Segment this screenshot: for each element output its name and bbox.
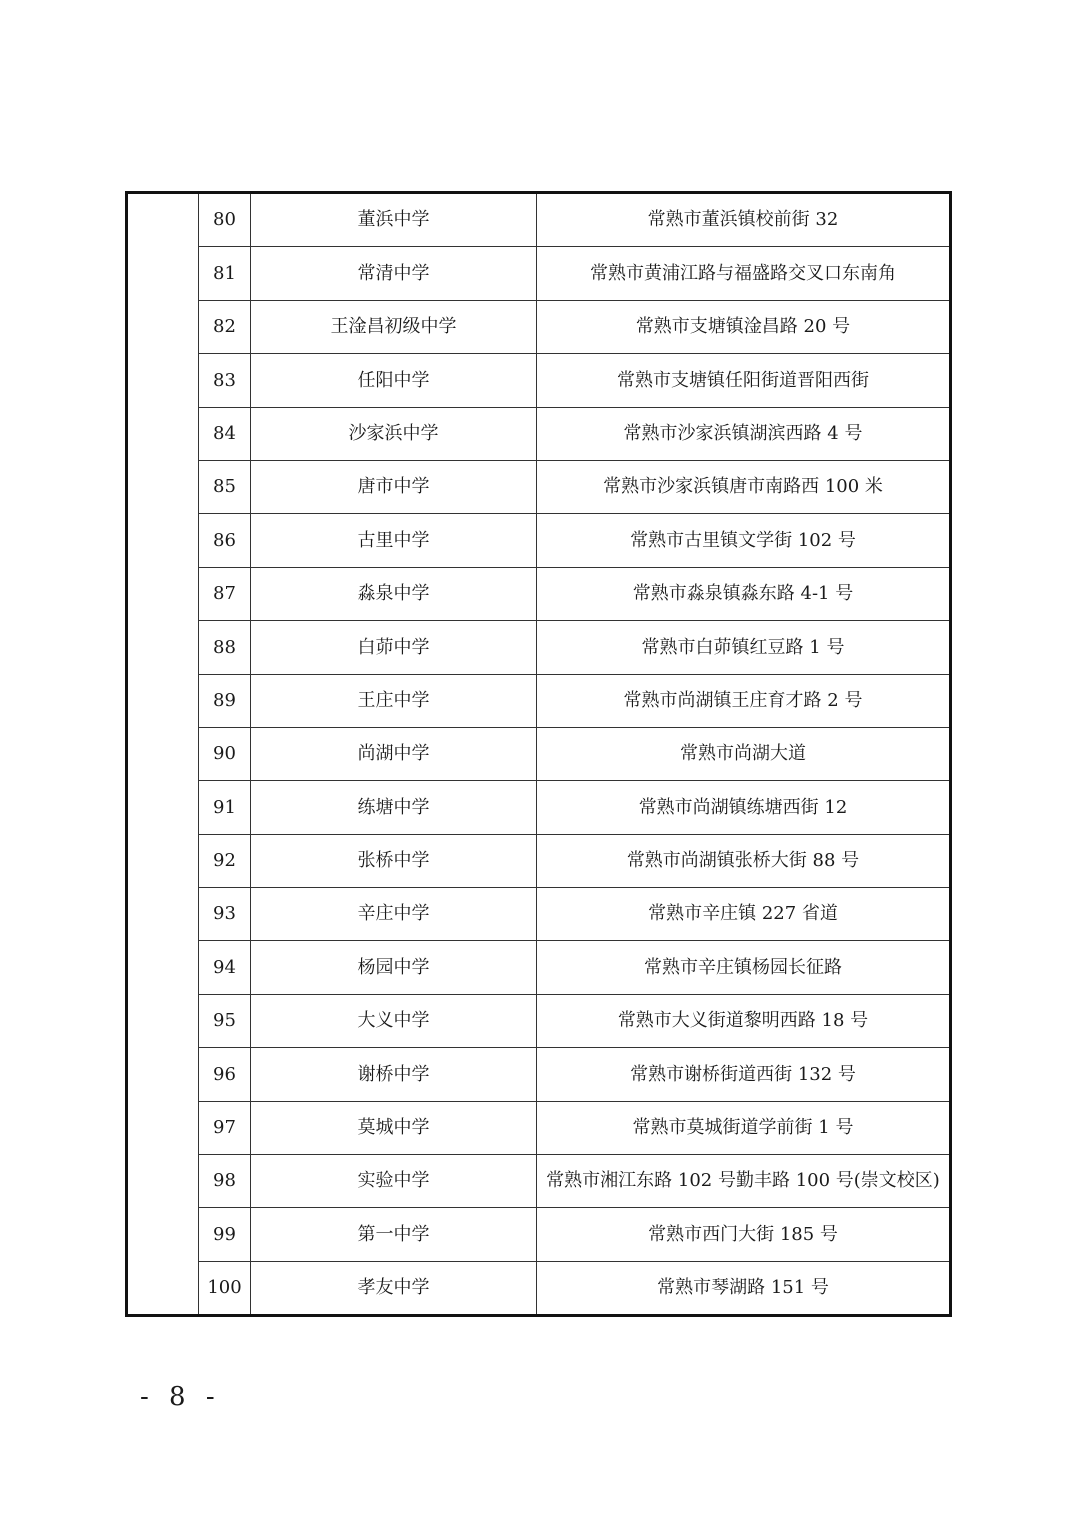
table-row	[127, 781, 951, 834]
table-row	[127, 727, 951, 780]
school-name-cell: 练塘中学	[251, 781, 537, 834]
school-name-cell: 张桥中学	[251, 834, 537, 887]
table-row	[127, 834, 951, 887]
school-address-cell: 常熟市沙家浜镇唐市南路西 100 米	[537, 460, 951, 513]
school-name-cell: 古里中学	[251, 514, 537, 567]
row-number-cell: 80	[199, 193, 251, 247]
row-number-cell: 90	[199, 727, 251, 780]
school-name-cell: 沙家浜中学	[251, 407, 537, 460]
row-number-cell: 97	[199, 1101, 251, 1154]
table-row	[127, 300, 951, 353]
table-row	[127, 1208, 951, 1261]
school-address-cell: 常熟市古里镇文学街 102 号	[537, 514, 951, 567]
table-row	[127, 674, 951, 727]
school-name-cell: 白茆中学	[251, 621, 537, 674]
table-row	[127, 354, 951, 407]
row-number-cell: 86	[199, 514, 251, 567]
row-number-cell: 87	[199, 567, 251, 620]
school-address-cell: 常熟市白茆镇红豆路 1 号	[537, 621, 951, 674]
school-name-cell: 董浜中学	[251, 193, 537, 247]
school-name-cell: 唐市中学	[251, 460, 537, 513]
school-name-cell: 王庄中学	[251, 674, 537, 727]
row-number-cell: 83	[199, 354, 251, 407]
school-name-cell: 谢桥中学	[251, 1048, 537, 1101]
row-number-cell: 85	[199, 460, 251, 513]
school-address-cell: 常熟市黄浦江路与福盛路交叉口东南角	[537, 247, 951, 300]
row-number-cell: 91	[199, 781, 251, 834]
table-row	[127, 888, 951, 941]
table-row	[127, 567, 951, 620]
school-address-cell: 常熟市尚湖大道	[537, 727, 951, 780]
school-address-cell: 常熟市尚湖镇练塘西街 12	[537, 781, 951, 834]
table-body	[127, 193, 951, 1316]
table-row	[127, 1155, 951, 1208]
school-name-cell: 淼泉中学	[251, 567, 537, 620]
row-number-cell: 88	[199, 621, 251, 674]
row-number-cell: 98	[199, 1155, 251, 1208]
row-number-cell: 93	[199, 888, 251, 941]
school-address-cell: 常熟市西门大街 185 号	[537, 1208, 951, 1261]
school-address-cell: 常熟市莫城街道学前街 1 号	[537, 1101, 951, 1154]
row-number-cell: 99	[199, 1208, 251, 1261]
table-row	[127, 514, 951, 567]
page-number: - 8 -	[140, 1382, 221, 1412]
row-number-cell: 96	[199, 1048, 251, 1101]
school-name-cell: 大义中学	[251, 994, 537, 1047]
table-row	[127, 193, 951, 247]
row-number-cell: 95	[199, 994, 251, 1047]
row-number-cell: 94	[199, 941, 251, 994]
school-address-cell: 常熟市琴湖路 151 号	[537, 1261, 951, 1315]
school-name-cell: 莫城中学	[251, 1101, 537, 1154]
school-name-cell: 杨园中学	[251, 941, 537, 994]
row-number-cell: 84	[199, 407, 251, 460]
school-address-cell: 常熟市淼泉镇淼东路 4-1 号	[537, 567, 951, 620]
table-row	[127, 247, 951, 300]
school-address-cell: 常熟市谢桥街道西街 132 号	[537, 1048, 951, 1101]
row-number-cell: 81	[199, 247, 251, 300]
school-address-cell: 常熟市尚湖镇张桥大街 88 号	[537, 834, 951, 887]
table-row	[127, 621, 951, 674]
row-number-cell: 89	[199, 674, 251, 727]
group-cell	[127, 193, 199, 1316]
school-name-cell: 尚湖中学	[251, 727, 537, 780]
school-name-cell: 辛庄中学	[251, 888, 537, 941]
row-number-cell: 92	[199, 834, 251, 887]
table-row	[127, 994, 951, 1047]
row-number-cell: 100	[199, 1261, 251, 1315]
school-address-cell: 常熟市支塘镇任阳街道晋阳西街	[537, 354, 951, 407]
school-address-cell: 常熟市尚湖镇王庄育才路 2 号	[537, 674, 951, 727]
table-row	[127, 460, 951, 513]
school-name-cell: 任阳中学	[251, 354, 537, 407]
school-name-cell: 孝友中学	[251, 1261, 537, 1315]
table-row	[127, 1101, 951, 1154]
school-name-cell: 实验中学	[251, 1155, 537, 1208]
table-row	[127, 407, 951, 460]
school-address-cell: 常熟市辛庄镇 227 省道	[537, 888, 951, 941]
school-address-cell: 常熟市辛庄镇杨园长征路	[537, 941, 951, 994]
school-address-cell: 常熟市大义街道黎明西路 18 号	[537, 994, 951, 1047]
school-address-table	[125, 191, 952, 1317]
school-name-cell: 第一中学	[251, 1208, 537, 1261]
school-address-cell: 常熟市沙家浜镇湖滨西路 4 号	[537, 407, 951, 460]
table-row	[127, 941, 951, 994]
row-number-cell: 82	[199, 300, 251, 353]
school-address-cell: 常熟市湘江东路 102 号勤丰路 100 号(崇文校区)	[537, 1155, 951, 1208]
school-address-cell: 常熟市董浜镇校前街 32	[537, 193, 951, 247]
table-row	[127, 1048, 951, 1101]
table-row	[127, 1261, 951, 1315]
school-name-cell: 常清中学	[251, 247, 537, 300]
school-name-cell: 王淦昌初级中学	[251, 300, 537, 353]
school-address-cell: 常熟市支塘镇淦昌路 20 号	[537, 300, 951, 353]
